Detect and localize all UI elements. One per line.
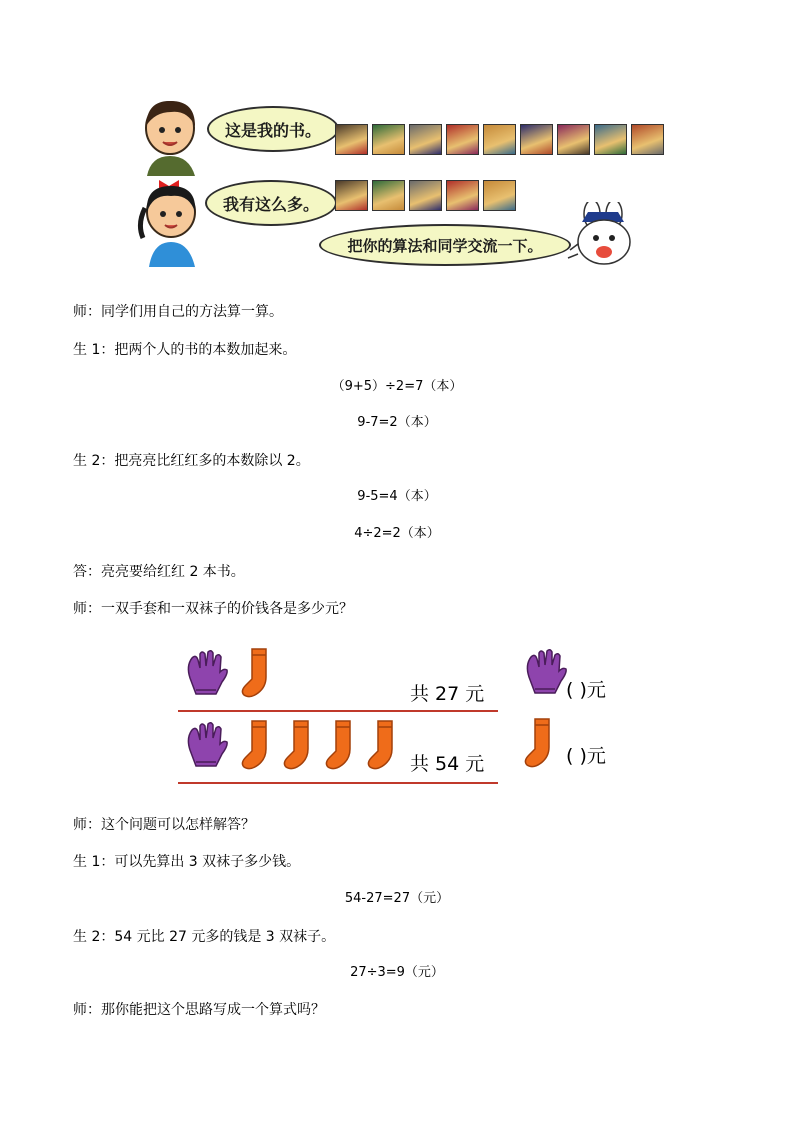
sock-icon [240, 719, 272, 775]
student-line-2: 生 2：把亮亮比红红多的本数除以 2。 [73, 453, 310, 469]
book-cover [335, 180, 368, 211]
girl-speech-text: 我有这么多。 [222, 194, 319, 214]
book-cover [372, 180, 405, 211]
teacher-line-3: 师：这个问题可以怎样解答？ [73, 817, 255, 833]
answer-line: 答：亮亮要给红红 2 本书。 [73, 564, 245, 580]
glove-icon [184, 720, 230, 774]
book-cover [557, 124, 590, 155]
glove-answer-icon [523, 647, 569, 701]
book-cover [631, 124, 664, 155]
glove-answer: ( )元 [566, 679, 606, 701]
book-sharing-illustration [137, 96, 647, 271]
sock-answer: ( )元 [566, 745, 606, 767]
equation-3: 9-5=4（本） [357, 489, 437, 504]
sock-icon [282, 719, 314, 775]
row1-total: 共 27 元 [410, 683, 485, 705]
book-cover [483, 124, 516, 155]
equation-5: 54-27=27（元） [344, 891, 450, 906]
sock-icon [240, 647, 272, 703]
student-line-4: 生 2：54 元比 27 元多的钱是 3 双袜子。 [73, 929, 336, 945]
book-cover [446, 124, 479, 155]
boy-speech-bubble [207, 106, 339, 152]
sock-icon [324, 719, 356, 775]
girl-books [335, 180, 516, 211]
price-figure [178, 645, 638, 790]
book-cover [483, 180, 516, 211]
book-cover [335, 124, 368, 155]
student-line-1: 生 1：把两个人的书的本数加起来。 [73, 342, 297, 358]
book-cover [594, 124, 627, 155]
book-cover [409, 124, 442, 155]
girl-character [137, 172, 207, 267]
row1-divider [178, 710, 498, 712]
equation-1: （9+5）÷2=7（本） [331, 379, 463, 394]
row2-divider [178, 782, 498, 784]
row2-total: 共 54 元 [410, 753, 485, 775]
row2-items [184, 719, 398, 775]
sock-answer-icon [523, 717, 555, 773]
teacher-line-2: 师：一双手套和一双袜子的价钱各是多少元？ [73, 601, 353, 617]
book-cover [446, 180, 479, 211]
boy-character [137, 96, 207, 176]
book-cover [372, 124, 405, 155]
student-line-3: 生 1：可以先算出 3 双袜子多少钱。 [73, 854, 301, 870]
book-cover [409, 180, 442, 211]
equation-6: 27÷3=9（元） [350, 965, 444, 980]
row1-items [184, 647, 272, 703]
teacher-line-4: 师：那你能把这个思路写成一个算式吗？ [73, 1002, 325, 1018]
equation-4: 4÷2=2（本） [354, 526, 440, 541]
rabbit-character [562, 202, 647, 270]
equation-2: 9-7=2（本） [357, 415, 437, 430]
glove-icon [184, 648, 230, 702]
boy-books [335, 124, 664, 155]
teacher-line-1: 师：同学们用自己的方法算一算。 [73, 304, 283, 320]
girl-speech-bubble [205, 180, 337, 226]
rabbit-speech-text: 把你的算法和同学交流一下。 [347, 236, 543, 255]
rabbit-speech-bubble [319, 224, 571, 266]
boy-speech-text: 这是我的书。 [224, 120, 321, 140]
book-cover [520, 124, 553, 155]
sock-icon [366, 719, 398, 775]
